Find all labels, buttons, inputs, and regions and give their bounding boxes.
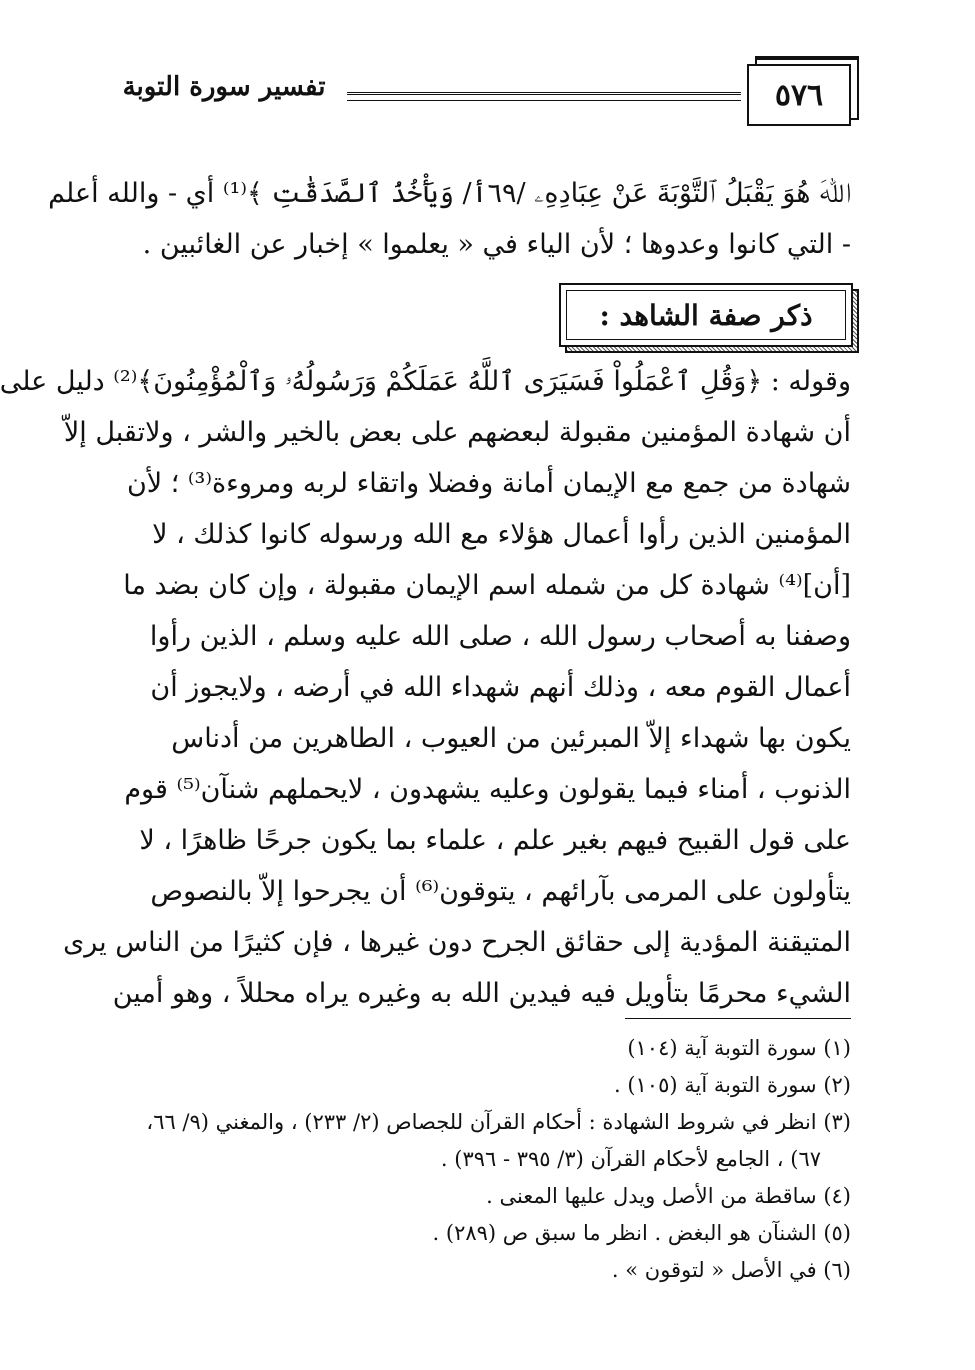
text-line: على قول القبيح فيهم بغير علم ، علماء بما يكون جرحًا ظاهرًا ، لا [139,825,851,856]
footnote: (٦) في الأصل « لتوقون » . [611,1258,851,1282]
text-line: أن شهادة المؤمنين مقبولة لبعضهم على بعض بالخير والشر ، ولاتقبل إلاّ [63,417,851,448]
footnote: (٣) انظر في شروط الشهادة : أحكام القرآن للجصاص (٢/ ٢٣٣) ، والمغني (٩/ ٦٦، [146,1110,851,1134]
text-line: يتأولون على المرمى بآرائهم ، يتوقون⁽⁶⁾ أن يجرحوا إلاّ بالنصوص [150,876,851,907]
page-number: ٥٧٦ [747,64,851,126]
text-line: شهادة من جمع مع الإيمان أمانة وفضلا واتقاء لربه ومروءة⁽³⁾ ؛ لأن [126,468,851,499]
text-line: وصفنا به أصحاب رسول الله ، صلى الله عليه وسلم ، الذين رأوا [149,621,851,652]
footnote-separator [625,1018,851,1019]
footnotes [111,1030,851,1289]
text-line: وقوله : ﴿وَقُلِ ٱعْمَلُواْ فَسَيَرَى ٱللَّهُ عَمَلَكُمْ وَرَسُولُهُۥ وَٱلْمُؤْمِنُونَ﴾⁽²⁾ دليل على [0,366,851,397]
footnote: (٥) الشنآن هو البغض . انظر ما سبق ص (٢٨٩) . [432,1221,851,1245]
footnote: (٢) سورة التوبة آية (١٠٥) . [613,1073,851,1097]
footnote: (١) سورة التوبة آية (١٠٤) [627,1036,851,1060]
header-rule [347,92,741,95]
text-line: الذنوب ، أمناء فيما يقولون وعليه يشهدون ، لايحملهم شنآن⁽⁵⁾ قوم [124,774,851,805]
running-title: تفسير سورة التوبة [122,72,326,102]
intro-line: - التي كانوا وعدوها ؛ لأن الياء في « يعلموا » إخبار عن الغائبين . [142,229,851,260]
text-line: يكون بها شهداء إلاّ المبرئين من العيوب ، الطاهرين من أدناس [171,723,851,754]
footnote: (٤) ساقطة من الأصل ويدل عليها المعنى . [486,1184,851,1208]
intro-paragraph [48,168,851,270]
text-line: المتيقنة المؤدية إلى حقائق الجرح دون غيرها ، فإن كثيرًا من الناس يرى [63,927,851,958]
page-header [109,62,851,132]
footnote: ٦٧) ، الجامع لأحكام القرآن (٣/ ٣٩٥ - ٣٩٦) . [440,1147,821,1171]
section-heading: ذكر صفة الشاهد : [566,290,846,340]
section-heading-box [559,283,853,347]
intro-line: ﷲَ هُوَ يَقْبَلُ ٱلتَّوْبَةَ عَنْ عِبَادِهِۦ /٦٩أ/ وَيَأْخُذُ ٱلصَّدَقَٰتِ ﴾⁽¹⁾ أي - والله أعلم [48,178,851,209]
text-line: أعمال القوم معه ، وذلك أنهم شهداء الله في أرضه ، ولايجوز أن [150,672,851,703]
main-paragraph [0,356,851,1019]
text-line: الشيء محرمًا بتأويل فيه فيدين الله به وغيره يراه محللاً ، وهو أمين [112,978,851,1009]
text-line: [أن]⁽⁴⁾ شهادة كل من شمله اسم الإيمان مقبولة ، وإن كان بضد ما [123,570,851,601]
text-line: المؤمنين الذين رأوا أعمال هؤلاء مع الله ورسوله كانوا كذلك ، لا [152,519,851,550]
header-rule-thin [347,100,741,101]
